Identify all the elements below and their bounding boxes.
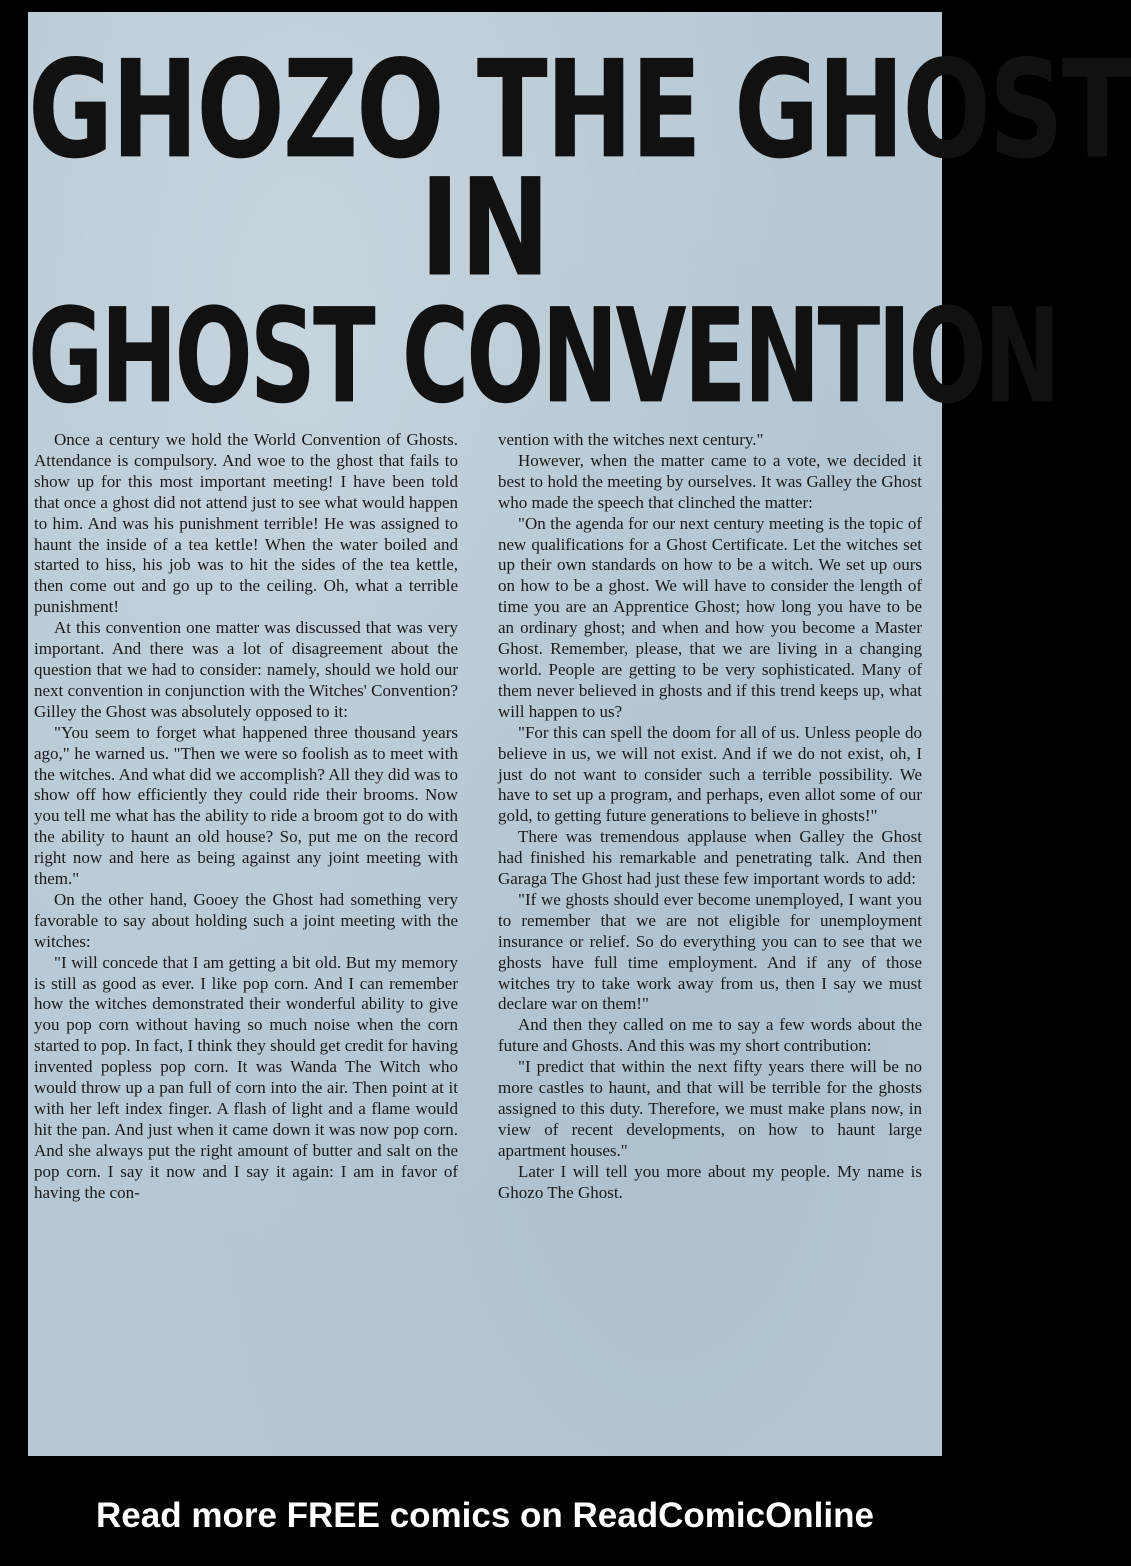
paragraph: There was tremendous applause when Galley the Ghost had finished his remarkable and penetrating talk. And then Garaga The Ghost had just these few important words to add: [498,827,922,889]
paragraph: On the other hand, Gooey the Ghost had something very favorable to say about holding such a joint meeting with the witches: [34,889,458,951]
paragraph: vention with the witches next century." [498,430,764,449]
paragraph: Once a century we hold the World Convention of Ghosts. Attendance is compulsory. And woe to the ghost that fails to show up for this most important meeting! I have been told that once a ghost did not attend just to see what would happen to him. And was his punishment terrible! He was assigned to haunt the inside of a tea kettle! When the water boiled and started to hiss, his job was to hit the sides of the tea kettle, then come out and go up to the ceiling. Oh, what a terrible punishment! [34,430,458,617]
paragraph: "You seem to forget what happened three thousand years ago," he warned us. "Then we were so foolish as to meet with the witches. And what did we accomplish? All they did was to show off how efficiently they could ride their brooms. Now you tell me what has the ability to ride a broom got to do with the ability to haunt an old house? So, put me on the record right now and here as being against any joint meeting with them." [34,722,458,889]
promo-footer-banner[interactable]: Read more FREE comics on ReadComicOnline [0,1466,970,1566]
paragraph: "I will concede that I am getting a bit old. But my memory is still as good as ever. I like pop corn. And I can remember how the witches demonstrated their wonderful ability to give you pop corn without having so much noise when the corn started to pop. In fact, I think they should get credit for having invented popless pop corn. It was Wanda The Witch who would throw up a pan full of corn into the air. Then point at it with her left index finger. A flash of light and a flame would hit the pan. And just when it came down it was now pop corn. And she always put the right amount of butter and salt on the pop corn. I say it now and I say it again: I am in favor of having the con- [34,952,458,1202]
right-column [498,430,922,1204]
paragraph: "If we ghosts should ever become unemployed, I want you to remember that we are not eligible for unemployment insurance or relief. So do everything you can to see that we ghosts have full time employment. And if any of those witches try to take work away from us, then I say we must declare war on them!" [498,889,922,1014]
headline-line-2: IN [419,150,551,307]
paragraph: Later I will tell you more about my people. My name is Ghozo The Ghost. [498,1161,922,1202]
headline-line-1: GHOZO THE GHOST [28,30,1131,189]
paragraph: "On the agenda for our next century meeting is the topic of new qualifications for a Ghost Certificate. Let the witches set up their own standards on how to be a witch. We set up ours on how to be a ghost. We will have to consider the length of time you are an Apprentice Ghost; how long you have to be an ordinary ghost; and when and how you become a Master Ghost. Remember, please, that we are living in a changing world. People are getting to be very sophisticated. Many of them never believed in ghosts and if this trend keeps up, what will happen to us? [498,513,922,721]
paragraph: "For this can spell the doom for all of us. Unless people do believe in us, we will not exist. And if we do not exist, oh, I just do not want to consider such a terrible possibility. We have to set up a program, and perhaps, even allot some of our gold, to getting future generations to believe in ghosts!" [498,722,922,826]
paragraph: However, when the matter came to a vote, we decided it best to hold the meeting by ourselves. It was Galley the Ghost who made the speech that clinched the matter: [498,450,922,512]
left-column [34,430,458,1204]
paragraph: "I predict that within the next fifty years there will be no more castles to haunt, and that will be terrible for the ghosts assigned to this duty. Therefore, we must make plans now, in view of recent developments, on how to haunt large apartment houses." [498,1057,922,1160]
paragraph: At this convention one matter was discussed that was very important. And there was a lot of disagreement about the question that we had to consider: namely, should we hold our next convention in conjunction with the Witches' Convention? Gilley the Ghost was absolutely opposed to it: [34,618,458,721]
paragraph: And then they called on me to say a few words about the future and Ghosts. And this was my short contribution: [498,1015,922,1056]
headline-line-3: GHOST CONVENTION [28,280,1058,433]
story-page [28,12,1131,1456]
